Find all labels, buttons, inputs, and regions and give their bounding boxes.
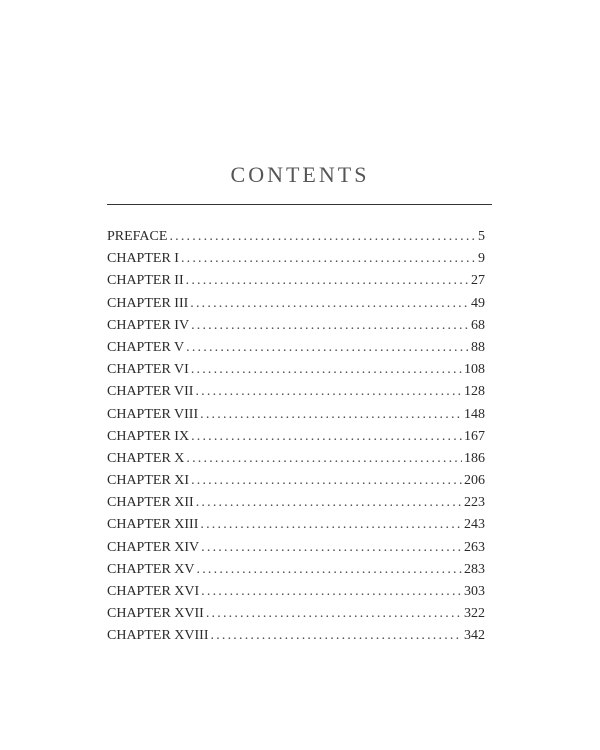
toc-entry-label: CHAPTER IX <box>107 428 190 444</box>
toc-entry-page: 9 <box>478 251 485 267</box>
toc-entry-chapter-16[interactable] <box>107 584 485 606</box>
toc-entry-label: CHAPTER XII <box>107 495 194 511</box>
toc-entry-label: CHAPTER X <box>107 450 185 466</box>
toc-entry-page: 243 <box>464 517 485 533</box>
title-divider <box>107 204 492 205</box>
dot-leader <box>200 407 462 423</box>
toc-entry-label: CHAPTER XIV <box>107 539 200 555</box>
toc-entry-label: CHAPTER V <box>107 339 185 355</box>
toc-entry-label: CHAPTER XVII <box>107 606 204 622</box>
dot-leader <box>196 495 462 511</box>
toc-entry-label: CHAPTER II <box>107 273 184 289</box>
toc-entry-page: 263 <box>464 539 485 555</box>
toc-entry-label: CHAPTER VI <box>107 362 189 378</box>
toc-entry-page: 5 <box>478 229 485 244</box>
toc-entry-chapter-3[interactable] <box>107 296 485 318</box>
dot-leader <box>181 251 476 267</box>
toc-entry-chapter-6[interactable] <box>107 362 485 384</box>
toc-entry-page: 206 <box>464 473 485 489</box>
toc-entry-page: 108 <box>464 362 485 378</box>
toc-entry-label: CHAPTER XVI <box>107 584 200 599</box>
dot-leader <box>197 562 462 578</box>
toc-entry-chapter-8[interactable] <box>107 407 485 429</box>
toc-entry-chapter-10[interactable] <box>107 451 485 473</box>
dot-leader <box>186 340 469 356</box>
toc-entry-label: CHAPTER III <box>107 295 189 311</box>
dot-leader <box>191 473 462 489</box>
toc-entry-chapter-1[interactable] <box>107 251 485 273</box>
dot-leader <box>201 584 462 600</box>
toc-entry-page: 283 <box>464 561 485 577</box>
dot-leader <box>191 362 462 378</box>
toc-entry-chapter-17[interactable] <box>107 606 485 628</box>
toc-entry-page: 303 <box>464 584 485 599</box>
toc-entry-label: CHAPTER IV <box>107 317 190 333</box>
toc-entry-label: CHAPTER XVIII <box>107 628 209 644</box>
toc-entry-preface[interactable] <box>107 229 485 251</box>
toc-entry-page: 128 <box>464 384 485 400</box>
toc-entry-label: CHAPTER XIII <box>107 517 199 533</box>
page-title: CONTENTS <box>230 162 370 187</box>
toc-entry-page: 68 <box>471 317 485 333</box>
dot-leader <box>190 296 469 312</box>
toc-entry-page: 322 <box>464 606 485 622</box>
toc-entry-chapter-7[interactable] <box>107 384 485 406</box>
toc-entry-chapter-2[interactable] <box>107 273 485 295</box>
toc-entry-page: 148 <box>464 406 485 422</box>
table-of-contents <box>107 229 485 651</box>
dot-leader <box>201 540 462 556</box>
dot-leader <box>200 517 462 533</box>
dot-leader <box>195 384 462 400</box>
toc-entry-label: PREFACE <box>107 229 168 244</box>
toc-entry-chapter-18[interactable] <box>107 628 485 650</box>
toc-entry-page: 186 <box>464 450 485 466</box>
toc-entry-chapter-14[interactable] <box>107 540 485 562</box>
toc-entry-chapter-11[interactable] <box>107 473 485 495</box>
dot-leader <box>211 628 463 644</box>
toc-entry-page: 223 <box>464 495 485 511</box>
toc-entry-chapter-4[interactable] <box>107 318 485 340</box>
toc-entry-label: CHAPTER XV <box>107 561 195 577</box>
dot-leader <box>186 273 469 289</box>
toc-entry-label: CHAPTER XI <box>107 473 190 489</box>
toc-entry-chapter-15[interactable] <box>107 562 485 584</box>
toc-entry-chapter-12[interactable] <box>107 495 485 517</box>
toc-entry-page: 167 <box>464 428 485 444</box>
dot-leader <box>191 318 469 334</box>
toc-entry-label: CHAPTER I <box>107 251 179 267</box>
toc-entry-label: CHAPTER VIII <box>107 406 199 422</box>
dot-leader <box>169 229 476 245</box>
toc-entry-page: 342 <box>464 628 485 644</box>
toc-entry-page: 49 <box>471 295 485 311</box>
toc-entry-page: 27 <box>471 273 485 289</box>
toc-entry-chapter-9[interactable] <box>107 429 485 451</box>
toc-entry-chapter-13[interactable] <box>107 517 485 539</box>
toc-entry-label: CHAPTER VII <box>107 384 194 400</box>
dot-leader <box>206 606 462 622</box>
dot-leader <box>191 429 462 445</box>
dot-leader <box>186 451 462 467</box>
toc-entry-chapter-5[interactable] <box>107 340 485 362</box>
toc-entry-page: 88 <box>471 339 485 355</box>
